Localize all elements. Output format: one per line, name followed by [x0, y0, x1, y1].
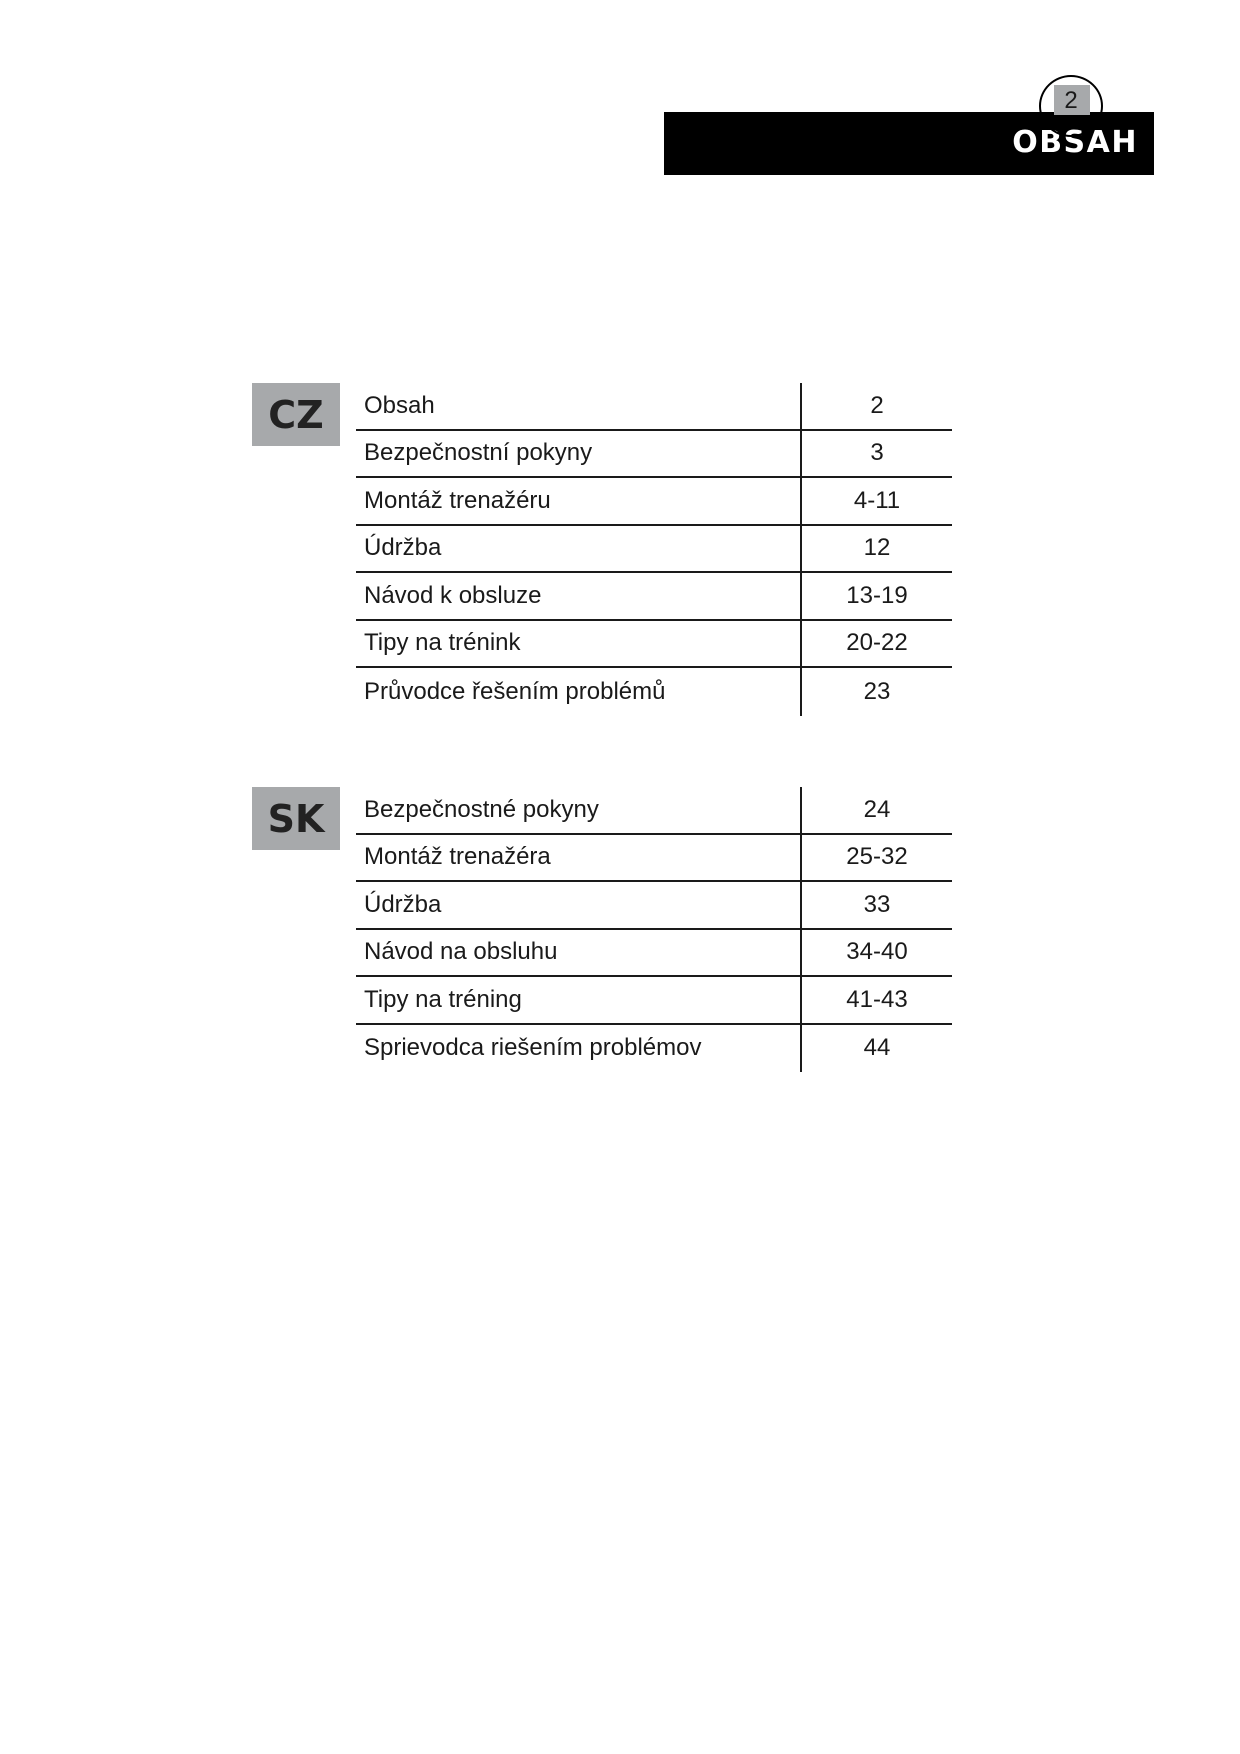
toc-row[interactable]	[356, 383, 952, 431]
toc-row[interactable]	[356, 573, 952, 621]
toc-row[interactable]	[356, 668, 952, 716]
toc-entry-page: 44	[863, 1034, 891, 1062]
toc-entry-page: 4-11	[853, 486, 901, 514]
toc-row[interactable]	[356, 977, 952, 1025]
toc-table	[356, 787, 952, 1072]
toc-entry-page: 2	[870, 391, 884, 419]
toc-entry-page: 24	[863, 795, 891, 823]
toc-entry-title: Bezpečnostné pokyny	[356, 787, 802, 833]
toc-entry-title: Tipy na trénink	[356, 621, 802, 667]
toc-row[interactable]	[356, 431, 952, 479]
toc-entry-title: Průvodce řešením problémů	[356, 668, 802, 716]
language-tag: CZ	[252, 383, 340, 446]
page-title: OBSAH	[1012, 125, 1138, 160]
toc-entry-title: Obsah	[356, 383, 802, 429]
language-tag: SK	[252, 787, 340, 850]
toc-row[interactable]	[356, 526, 952, 574]
toc-entry-title: Sprievodca riešením problémov	[356, 1025, 802, 1073]
toc-entry-page: 41-43	[846, 985, 908, 1013]
page-number: 2	[1064, 87, 1078, 114]
toc-row[interactable]	[356, 1025, 952, 1073]
toc-row[interactable]	[356, 930, 952, 978]
toc-entry-page: 12	[863, 534, 891, 562]
toc-entry-title: Údržba	[356, 882, 802, 928]
toc-entry-page: 23	[863, 677, 891, 705]
toc-entry-page: 33	[863, 890, 891, 918]
toc-entry-page: 20-22	[846, 629, 908, 657]
toc-entry-title: Bezpečnostní pokyny	[356, 431, 802, 477]
toc-row[interactable]	[356, 478, 952, 526]
toc-entry-title: Návod k obsluze	[356, 573, 802, 619]
toc-entry-page: 34-40	[846, 938, 908, 966]
toc-row[interactable]	[356, 621, 952, 669]
toc-entry-title: Montáž trenažéra	[356, 835, 802, 881]
page-number-badge	[1039, 75, 1103, 137]
toc-entry-title: Tipy na tréning	[356, 977, 802, 1023]
toc-entry-title: Montáž trenažéru	[356, 478, 802, 524]
toc-entry-title: Návod na obsluhu	[356, 930, 802, 976]
toc-row[interactable]	[356, 787, 952, 835]
toc-entry-page: 13-19	[846, 581, 908, 609]
toc-table	[356, 383, 952, 716]
toc-entry-title: Údržba	[356, 526, 802, 572]
toc-row[interactable]	[356, 882, 952, 930]
toc-entry-page: 3	[870, 439, 884, 467]
toc-row[interactable]	[356, 835, 952, 883]
toc-entry-page: 25-32	[846, 843, 908, 871]
